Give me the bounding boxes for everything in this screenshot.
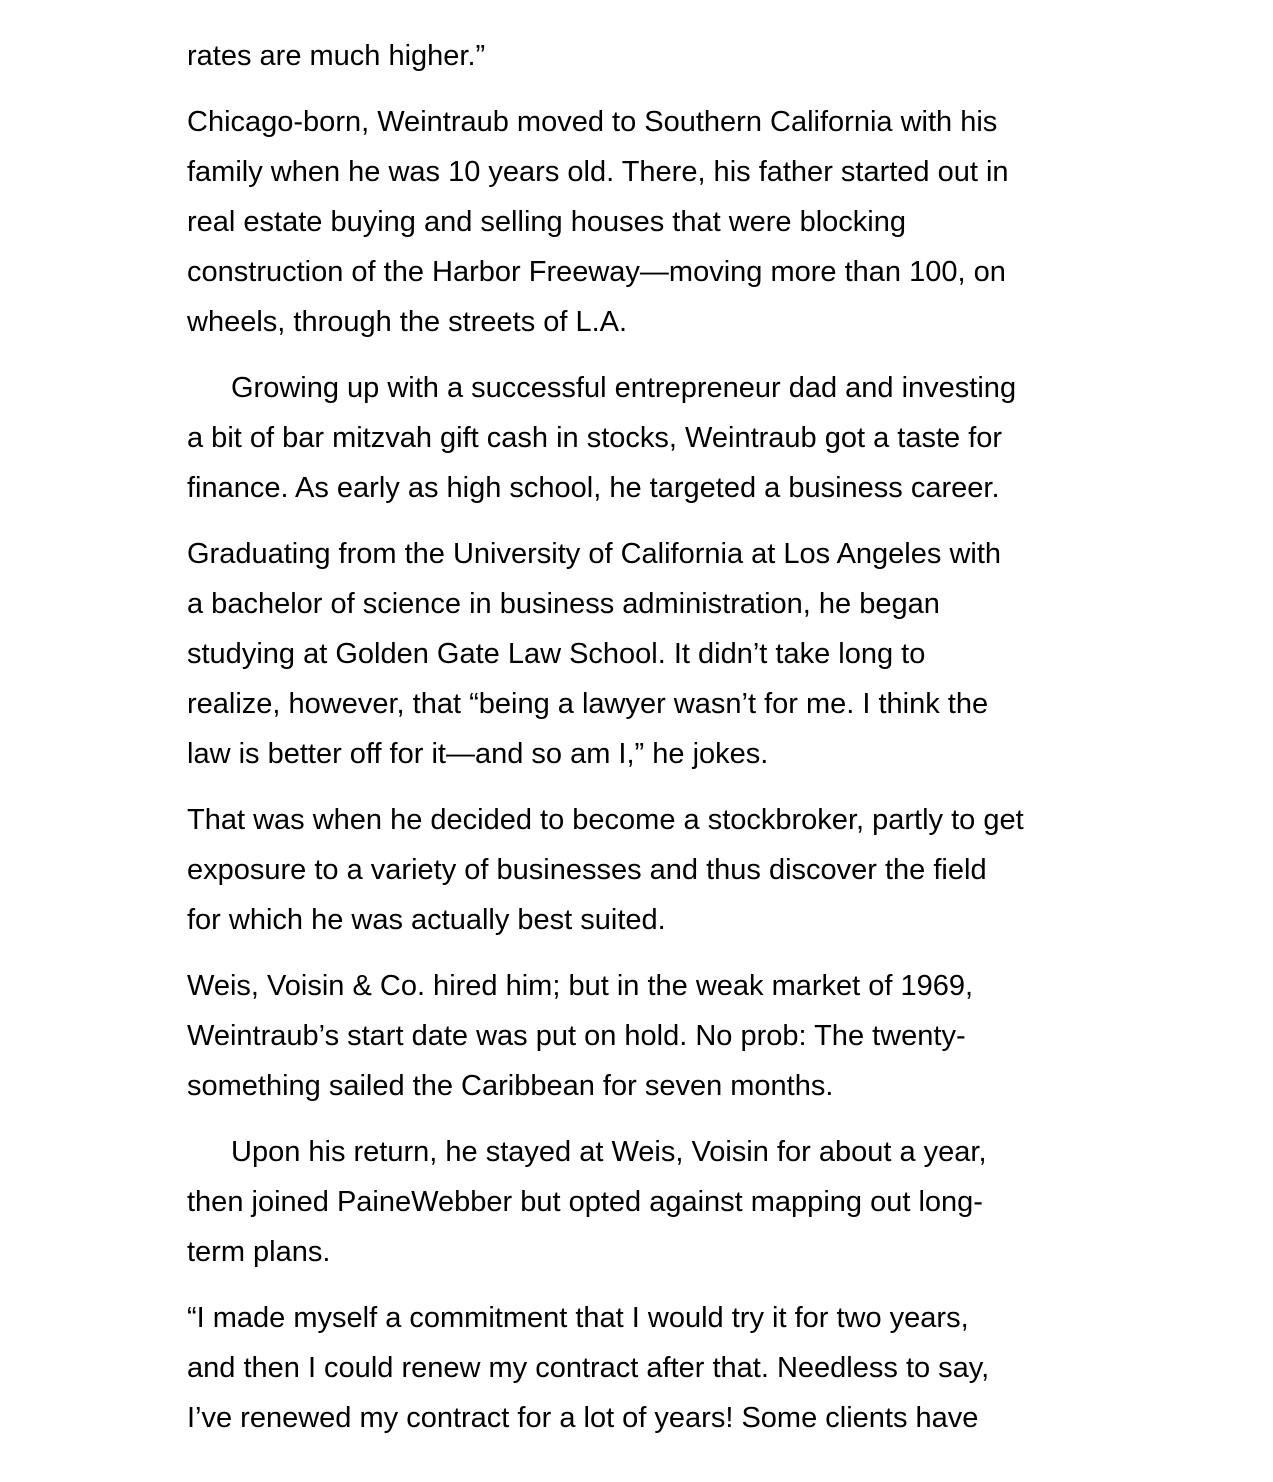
- text-line: and then I could renew my contract after that. Needless to say,: [187, 1352, 990, 1384]
- text-line: realize, however, that “being a lawyer wasn’t for me. I think the: [187, 688, 989, 720]
- text-line: Graduating from the University of California at Los Angeles with: [187, 538, 1002, 570]
- text-line: for which he was actually best suited.: [187, 904, 666, 936]
- text-line: real estate buying and selling houses that were blocking: [187, 206, 907, 238]
- text-line: finance. As early as high school, he targeted a business career.: [187, 472, 1000, 504]
- text-line: That was when he decided to become a stockbroker, partly to get: [187, 804, 1024, 836]
- text-line: Weis, Voisin & Co. hired him; but in the weak market of 1969,: [187, 970, 974, 1002]
- paragraph: [187, 97, 1107, 347]
- text-line: then joined PaineWebber but opted against mapping out long-: [187, 1186, 983, 1218]
- text-line: wheels, through the streets of L.A.: [187, 306, 628, 338]
- text-line: a bachelor of science in business administration, he began: [187, 588, 940, 620]
- text-line: Weintraub’s start date was put on hold. No prob: The twenty-: [187, 1020, 966, 1052]
- text-line: Growing up with a successful entrepreneur dad and investing: [231, 372, 1017, 404]
- paragraph: [187, 529, 1107, 779]
- text-line: I’ve renewed my contract for a lot of years! Some clients have: [187, 1402, 979, 1434]
- text-line: Upon his return, he stayed at Weis, Voisin for about a year,: [231, 1136, 987, 1168]
- text-line: Chicago-born, Weintraub moved to Southern California with his: [187, 106, 998, 138]
- paragraph: [187, 31, 1107, 81]
- paragraph-indented: [187, 363, 1107, 513]
- text-line: rates are much higher.”: [187, 40, 486, 72]
- paragraph: [187, 1293, 1107, 1443]
- text-line: exposure to a variety of businesses and thus discover the field: [187, 854, 987, 886]
- document-page: [187, 0, 1107, 1443]
- text-line: a bit of bar mitzvah gift cash in stocks, Weintraub got a taste for: [187, 422, 1003, 454]
- text-line: studying at Golden Gate Law School. It didn’t take long to: [187, 638, 926, 670]
- text-line: construction of the Harbor Freeway—moving more than 100, on: [187, 256, 1006, 288]
- text-line: law is better off for it—and so am I,” he jokes.: [187, 738, 769, 770]
- paragraph-indented: [187, 1127, 1107, 1277]
- paragraph: [187, 795, 1107, 945]
- text-line: something sailed the Caribbean for seven months.: [187, 1070, 834, 1102]
- paragraph: [187, 961, 1107, 1111]
- text-line: term plans.: [187, 1236, 331, 1268]
- text-line: family when he was 10 years old. There, his father started out in: [187, 156, 1009, 188]
- text-line: “I made myself a commitment that I would try it for two years,: [187, 1302, 969, 1334]
